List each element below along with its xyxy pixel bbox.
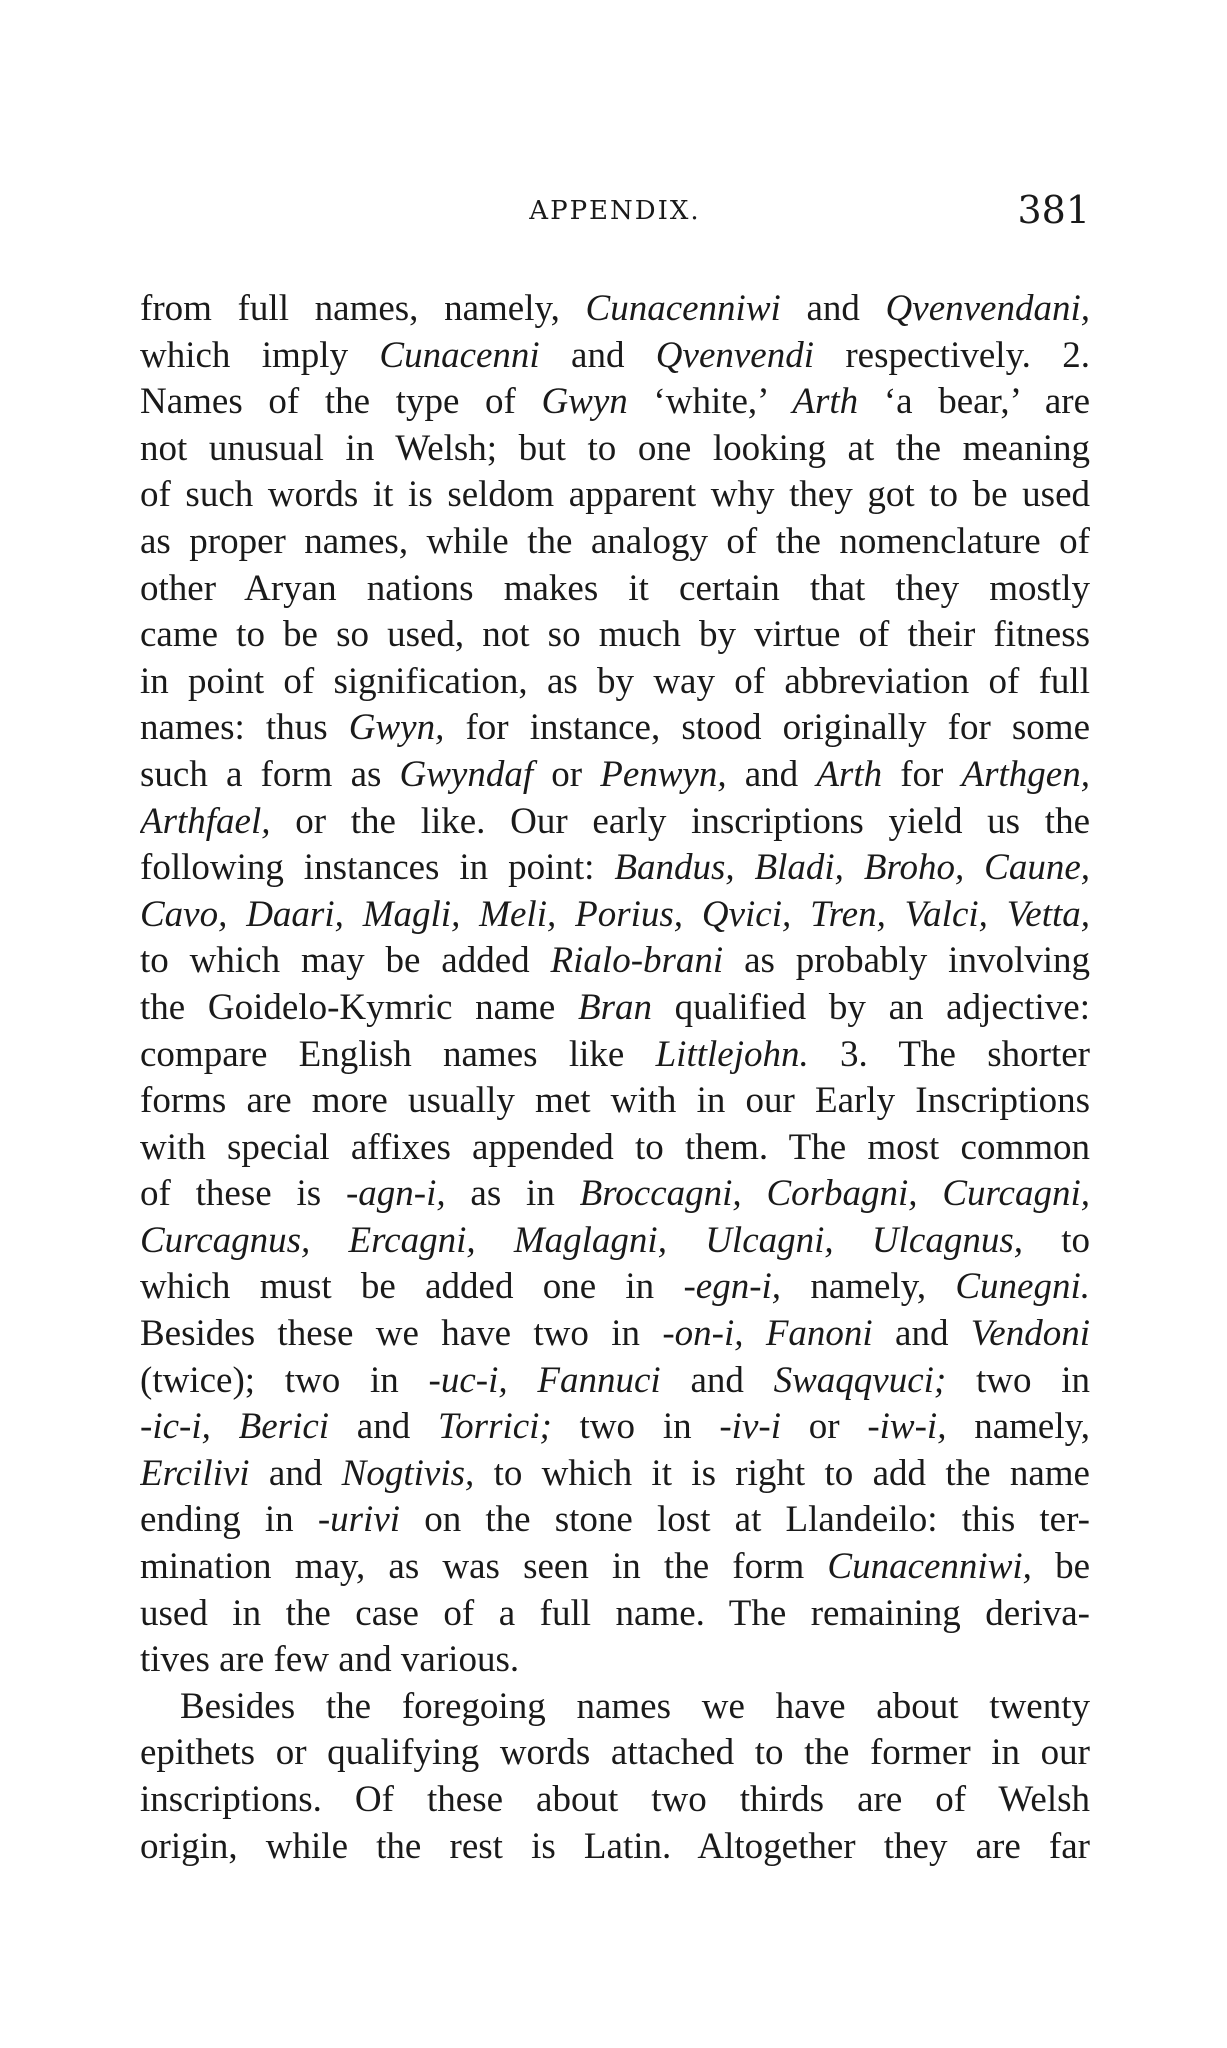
page-number: 381 xyxy=(1017,188,1090,232)
text-line xyxy=(140,333,1090,380)
italic-text: Gwyn xyxy=(541,381,628,423)
text-segment: Besides these we have two in xyxy=(140,1313,663,1355)
text-segment: to which may be added xyxy=(140,940,551,982)
text-line xyxy=(140,286,1090,333)
italic-text: Qvenvendani, xyxy=(885,288,1090,329)
text-line xyxy=(140,1125,1090,1172)
text-segment: qualified by an adjective: xyxy=(651,986,1090,1028)
text-segment: epithets or qualifying words attached to the former in our xyxy=(140,1732,1090,1774)
italic-text: Ercilivi xyxy=(140,1452,250,1494)
text-segment: from full names, namely, xyxy=(140,288,586,329)
text-segment: forms are more usually met with in our Early Inscriptions xyxy=(140,1080,1090,1122)
text-line xyxy=(140,612,1090,659)
text-segment: which must be added one in xyxy=(140,1266,684,1308)
italic-text: Vendoni xyxy=(970,1313,1090,1355)
italic-text: -uc-i, xyxy=(428,1359,508,1401)
text-segment: of such words it is seldom apparent why they got to be used xyxy=(140,474,1090,516)
text-segment xyxy=(508,1360,538,1401)
text-segment: and xyxy=(780,288,886,329)
text-segment: or xyxy=(533,753,601,795)
text-line xyxy=(140,1404,1090,1451)
italic-text: -egn-i, xyxy=(683,1266,782,1308)
text-line xyxy=(140,1358,1090,1405)
running-title: APPENDIX. xyxy=(529,196,701,226)
text-segment: or the like. Our early inscriptions yield us the xyxy=(270,800,1090,842)
body-text xyxy=(140,286,1090,1870)
italic-text: Littlejohn. xyxy=(655,1033,809,1075)
text-line xyxy=(140,1264,1090,1311)
text-line xyxy=(140,1078,1090,1125)
italic-text: Gwyn, xyxy=(348,707,445,749)
text-line xyxy=(140,566,1090,613)
text-segment: compare English names like xyxy=(140,1033,656,1075)
text-line xyxy=(140,1591,1090,1638)
text-segment: and xyxy=(329,1406,438,1448)
text-segment: for instance, stood originally for some xyxy=(444,707,1090,749)
text-segment: Names of the type of xyxy=(140,381,542,423)
text-segment: which imply xyxy=(140,334,380,376)
text-segment: or xyxy=(780,1406,868,1448)
text-line xyxy=(140,1032,1090,1079)
italic-text: Gwyndaf xyxy=(399,753,534,795)
text-line xyxy=(140,1171,1090,1218)
text-line xyxy=(140,1730,1090,1777)
text-segment: be xyxy=(1031,1546,1090,1588)
text-segment: for xyxy=(882,753,962,795)
text-segment: such a form as xyxy=(140,753,400,795)
text-segment: ‘white,’ xyxy=(627,381,793,423)
text-line xyxy=(140,799,1090,846)
text-segment: ‘a bear,’ are xyxy=(858,381,1090,423)
text-segment: to which it is right to add the name xyxy=(474,1452,1090,1494)
text-segment: not unusual in Welsh; but to one looking at the meaning xyxy=(140,427,1090,469)
text-segment: to xyxy=(1022,1219,1090,1261)
text-segment: used in the case of a full name. The remaining deriva- xyxy=(140,1592,1090,1634)
text-segment: as in xyxy=(445,1173,580,1215)
text-line xyxy=(140,659,1090,706)
text-segment: tives are few and various. xyxy=(140,1639,520,1681)
text-line xyxy=(140,1311,1090,1358)
text-segment: as probably involving xyxy=(723,940,1090,982)
text-segment: origin, while the rest is Latin. Altogether they are far xyxy=(140,1825,1090,1867)
text-line xyxy=(140,1824,1090,1871)
italic-text: Cavo, Daari, Magli, Meli, Porius, Qvici, Tren, Valci, Vetta, xyxy=(140,893,1090,935)
text-segment: and xyxy=(249,1452,342,1494)
italic-text: Arthgen, xyxy=(961,753,1090,795)
text-segment: following instances in point: xyxy=(140,847,615,889)
text-segment: namely, xyxy=(946,1406,1090,1448)
text-segment: as proper names, while the analogy of the nomenclature of xyxy=(140,520,1090,562)
text-line xyxy=(140,1777,1090,1824)
italic-text: Berici xyxy=(238,1406,330,1448)
italic-text: Nogtivis, xyxy=(341,1452,475,1494)
text-line xyxy=(140,1451,1090,1498)
text-line xyxy=(140,985,1090,1032)
text-segment: 3. The shorter xyxy=(808,1033,1090,1075)
text-line xyxy=(140,705,1090,752)
italic-text: Arthfael, xyxy=(140,800,271,842)
italic-text: Broccagni, Corbagni, Curcagni, xyxy=(579,1173,1090,1215)
italic-text: -iv-i xyxy=(719,1406,781,1448)
italic-text: Cunacenniwi xyxy=(585,288,781,329)
text-segment: and xyxy=(872,1313,971,1355)
text-segment: and xyxy=(660,1359,774,1401)
text-line xyxy=(140,1637,1090,1684)
italic-text: -agn-i, xyxy=(345,1173,446,1215)
text-segment: with special affixes appended to them. The most common xyxy=(140,1126,1090,1168)
text-segment: (twice); two in xyxy=(140,1359,429,1401)
text-line xyxy=(140,1684,1090,1731)
italic-text: Curcagnus, Ercagni, Maglagni, Ulcagni, Ulcagnus, xyxy=(140,1219,1023,1261)
italic-text: Swaqqvuci; xyxy=(773,1359,947,1401)
text-line xyxy=(140,752,1090,799)
text-segment: names: thus xyxy=(140,707,349,749)
text-segment xyxy=(744,1313,766,1354)
italic-text: Cunacenniwi, xyxy=(827,1546,1032,1588)
italic-text: Bran xyxy=(577,986,652,1028)
text-segment: on the stone lost at Llandeilo: this ter- xyxy=(400,1499,1090,1541)
text-segment: in point of signification, as by way of abbreviation of full xyxy=(140,660,1090,702)
text-segment: and xyxy=(726,753,817,795)
italic-text: Fannuci xyxy=(537,1359,661,1401)
italic-text: Arth xyxy=(792,381,859,423)
italic-text: Cunegni. xyxy=(955,1266,1090,1308)
italic-text: Fanoni xyxy=(765,1313,873,1355)
text-line xyxy=(140,845,1090,892)
italic-text: -iw-i, xyxy=(867,1406,947,1448)
text-segment: the Goidelo-Kymric name xyxy=(140,986,578,1028)
italic-text: Bandus, Bladi, Broho, Caune, xyxy=(614,847,1090,889)
text-segment: two in xyxy=(946,1359,1090,1401)
text-segment: mination may, as was seen in the form xyxy=(140,1546,828,1588)
text-segment: respectively. 2. xyxy=(814,334,1090,376)
text-segment: two in xyxy=(551,1406,720,1448)
text-line xyxy=(140,938,1090,985)
running-head xyxy=(140,188,1090,238)
text-line xyxy=(140,1218,1090,1265)
text-line xyxy=(140,472,1090,519)
text-line xyxy=(140,1497,1090,1544)
text-line xyxy=(140,519,1090,566)
italic-text: Rialo-brani xyxy=(550,940,724,982)
italic-text: -urivi xyxy=(317,1499,401,1541)
text-line xyxy=(140,892,1090,939)
text-segment: Besides the foregoing names we have about twenty xyxy=(180,1685,1090,1727)
text-line xyxy=(140,379,1090,426)
text-line xyxy=(140,426,1090,473)
text-segment: came to be so used, not so much by virtue of their fitness xyxy=(140,614,1090,656)
text-line xyxy=(140,1544,1090,1591)
text-segment: of these is xyxy=(140,1173,346,1215)
text-segment: ending in xyxy=(140,1499,318,1541)
italic-text: Arth xyxy=(816,753,883,795)
text-segment: and xyxy=(539,334,656,376)
italic-text: -ic-i, xyxy=(140,1406,211,1448)
text-segment: inscriptions. Of these about two thirds are of Welsh xyxy=(140,1779,1090,1820)
italic-text: Qvenvendi xyxy=(655,334,814,376)
italic-text: -on-i, xyxy=(662,1313,744,1355)
italic-text: Torrici; xyxy=(438,1406,552,1448)
text-segment xyxy=(211,1406,239,1447)
text-segment: namely, xyxy=(781,1266,956,1308)
italic-text: Penwyn, xyxy=(600,753,727,795)
italic-text: Cunacenni xyxy=(379,334,540,376)
text-segment: other Aryan nations makes it certain that they mostly xyxy=(140,567,1090,609)
